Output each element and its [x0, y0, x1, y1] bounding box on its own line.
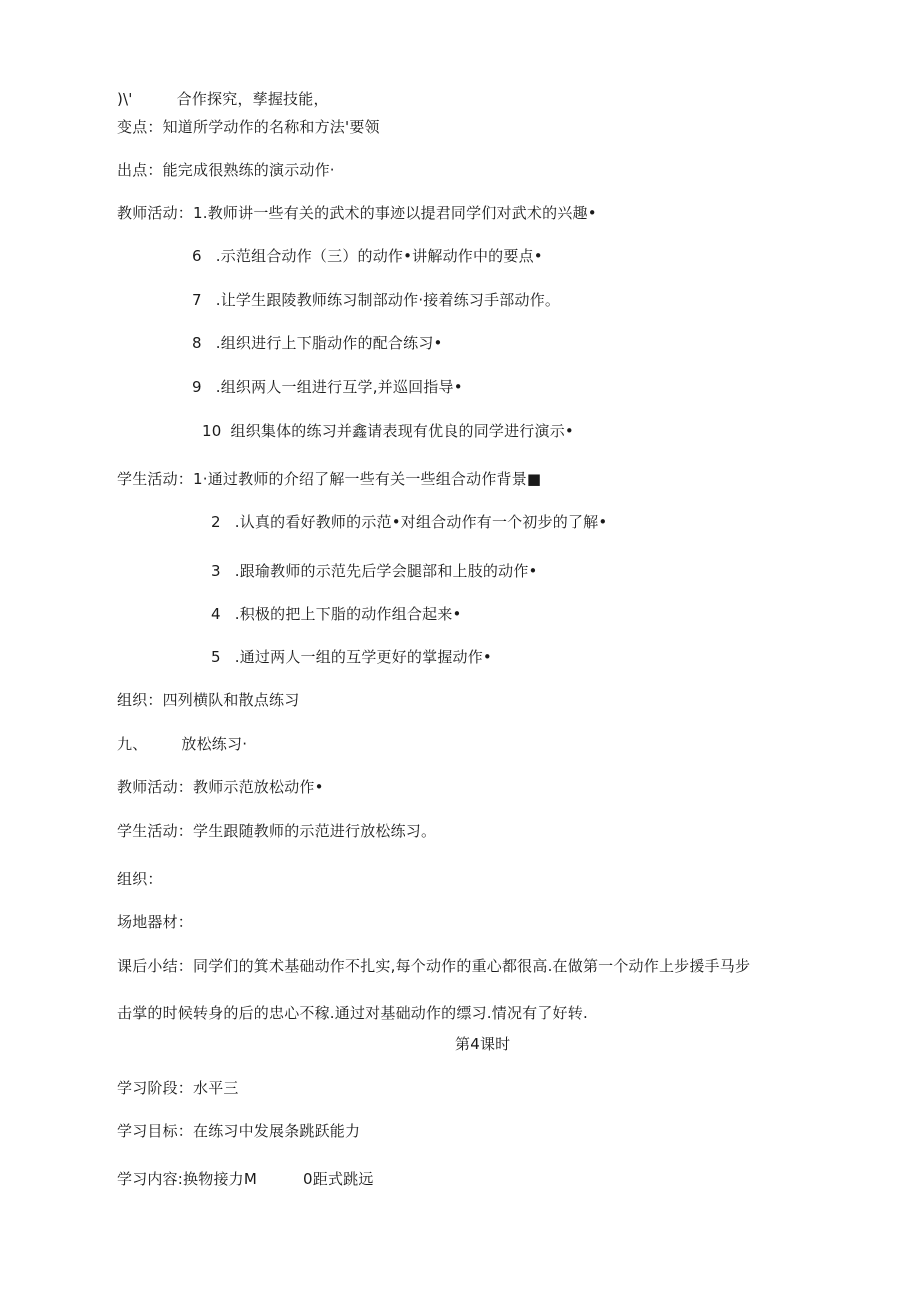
item-number: 8 [192, 334, 202, 352]
student-activity-item [211, 647, 492, 667]
header-text: 合作探究，孳握技能， [176, 90, 329, 108]
difficult-point: 出点：能完成很熟练的演示动作· [117, 161, 335, 179]
student-activity-item [211, 561, 538, 581]
item-number: 4 [211, 605, 221, 623]
item-number: 3 [211, 562, 221, 580]
item-number: 7 [192, 291, 202, 309]
summary-line-2: 击掌的时候转身的后的忠心不稼.通过对基础动作的缥习.情况有了好转. [117, 1004, 588, 1022]
study-goal: 学习目标：在练习中发展条跳跃能力 [117, 1122, 361, 1140]
student-activity-item [211, 512, 607, 532]
study-content [117, 1169, 374, 1189]
section-nine-heading [117, 734, 247, 754]
item-text: .示范组合动作（三）的动作•讲解动作中的要点• [215, 247, 543, 265]
teacher-activity-first [117, 203, 597, 223]
header-fragment: )\' [117, 90, 133, 108]
key-point: 变点：知道所学动作的名称和方法'要领 [117, 118, 380, 136]
item-number: 10 [202, 422, 222, 440]
item-text: .跟瑜教师的示范先后学会腿部和上肢的动作• [234, 562, 538, 580]
item-number: 5 [211, 648, 221, 666]
relax-teacher-activity: 教师活动：教师示范放松动作• [117, 778, 324, 796]
section-number: 九、 [117, 735, 148, 753]
study-content-suffix: 0距式跳远 [303, 1170, 374, 1188]
item-text: .让学生跟陵教师练习制部动作·接着练习手部动作。 [215, 291, 561, 309]
teacher-activity-item-1: 1.教师讲一些有关的武术的事迹以提君同学们对武术的兴趣• [193, 204, 597, 222]
organization-line: 组织： [117, 870, 163, 888]
header-line [117, 89, 329, 109]
student-activity-item-1: 1·通过教师的介绍了解一些有关一些组合动作背景■ [193, 470, 542, 488]
item-text: .组织两人一组进行互学,并巡回指导• [215, 378, 463, 396]
teacher-activity-label: 教师活动： [117, 204, 194, 222]
section-title: 放松练习· [181, 735, 248, 753]
item-text: .积极的把上下脂的动作组合起来• [234, 605, 462, 623]
teacher-activity-item [192, 333, 443, 353]
item-text: 组织集体的练习并鑫请表现有优良的同学进行演示• [230, 422, 574, 440]
item-text: .组织进行上下脂动作的配合练习• [215, 334, 443, 352]
item-text: .通过两人一组的互学更好的掌握动作• [234, 648, 492, 666]
teacher-activity-item [192, 377, 463, 397]
relax-student-activity: 学生活动：学生跟随教师的示范进行放松练习。 [117, 822, 437, 840]
student-activity-item [211, 604, 462, 624]
organization-line: 组织：四列横队和散点练习 [117, 691, 300, 709]
study-content-prefix: 学习内容:换物接力M [117, 1170, 257, 1188]
equipment-line: 场地器材： [117, 913, 194, 931]
summary-line-1: 课后小结：同学们的箕术基础动作不扎实,每个动作的重心都很高.在做第一个动作上步援手马步 [117, 957, 751, 975]
lesson-title: 第4课时 [455, 1035, 511, 1053]
item-text: .认真的看好教师的示范•对组合动作有一个初步的了解• [234, 513, 608, 531]
student-activity-label: 学生活动： [117, 470, 194, 488]
item-number: 9 [192, 378, 202, 396]
teacher-activity-item [192, 290, 560, 310]
item-number: 2 [211, 513, 221, 531]
teacher-activity-item [202, 421, 574, 441]
student-activity-first [117, 469, 541, 489]
study-stage: 学习阶段：水平三 [117, 1079, 239, 1097]
item-number: 6 [192, 247, 202, 265]
teacher-activity-item [192, 246, 543, 266]
